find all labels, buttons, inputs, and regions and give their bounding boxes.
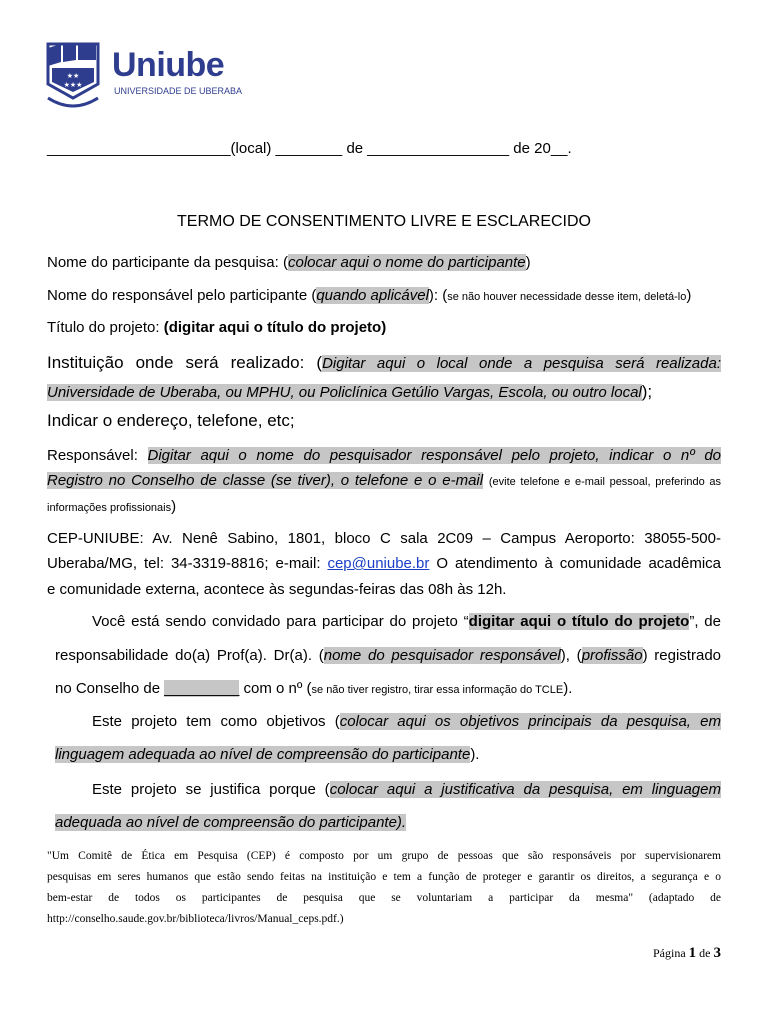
invite-prof: profissão (581, 647, 643, 664)
objectives-end: ). (470, 746, 480, 763)
project-title-line (47, 313, 721, 343)
researcher-value-2: Registro no Conselho de classe (se tiver), o telefone e o e-mail (47, 472, 484, 489)
project-title-label: Título do projeto: (47, 319, 164, 336)
project-title-value: (digitar aqui o título do projeto) (163, 319, 387, 336)
uniube-logo (46, 42, 246, 112)
invite-b: ”, de (689, 613, 721, 630)
footnote-line-3: bem-estar de todos os participantes de pesquisa que se voluntariam a participar da mesma" (adaptado de (47, 892, 721, 904)
institution-line-1 (47, 348, 721, 379)
cep-line-2b: O atendimento à comunidade acadêmica (429, 555, 721, 572)
svg-text:★★★: ★★★ (63, 81, 83, 89)
logo-brand: Uniube (112, 46, 225, 84)
invite-title: digitar aqui o título do projeto (468, 613, 690, 630)
invite-e: ) registrado (642, 647, 721, 664)
researcher-end: ) (171, 498, 177, 515)
responsible-note: se não houver necessidade desse item, deletá-lo (447, 291, 687, 303)
document-title: TERMO DE CONSENTIMENTO LIVRE E ESCLARECIDO (177, 213, 591, 230)
institution-value-1: Digitar aqui o local onde a pesquisa será realizada: (322, 355, 721, 372)
justification-line-1 (92, 775, 721, 805)
invite-a: Você está sendo convidado para participar do projeto “ (92, 613, 469, 630)
page-label: Página (653, 946, 689, 960)
researcher-line-3 (47, 492, 721, 523)
invite-name: nome do pesquisador responsável (323, 647, 561, 664)
researcher-label: Responsável: (47, 447, 148, 464)
invite-d: ), ( (560, 647, 582, 664)
footnote-line-2: pesquisas em seres humanos que estão sendo feitas na instituição e tem a função de proteger e garantir os direitos, a segurança e o (47, 871, 721, 883)
cep-line-1: CEP-UNIUBE: Av. Nenê Sabino, 1801, bloco C sala 2C09 – Campus Aeroporto: 38055-500- (47, 530, 721, 547)
invite-c: responsabilidade do(a) Prof(a). Dr(a). ( (55, 647, 324, 664)
footnote-line-1: "Um Comitê de Ética em Pesquisa (CEP) é composto por um grupo de pessoas que são responsáveis por supervisionarem (47, 850, 721, 862)
researcher-note-1: (evite telefone e e-mail pessoal, preferindo as (488, 476, 721, 488)
invite-line-1 (92, 607, 721, 637)
objectives-line-1 (92, 707, 721, 737)
objectives-v1: colocar aqui os objetivos principais da pesquisa, em (339, 713, 721, 730)
institution-label: Instituição onde será realizado: ( (47, 353, 323, 372)
invite-line-2 (55, 641, 721, 671)
invite-g: com o nº ( (239, 680, 312, 697)
researcher-value-1: Digitar aqui o nome do pesquisador responsável pelo projeto, indicar o nº do (147, 447, 722, 464)
objectives-line-2 (55, 740, 721, 770)
justification-a: Este projeto se justifica porque ( (92, 781, 330, 798)
institution-line-2 (47, 377, 721, 408)
objectives-a: Este projeto tem como objetivos ( (92, 713, 340, 730)
page-of: de (696, 946, 714, 960)
page-number (47, 938, 721, 968)
shield-logo-icon (46, 42, 102, 110)
institution-end: ); (641, 382, 653, 401)
responsible-label: Nome do responsável pelo participante ( (47, 287, 317, 304)
invite-note: se não tiver registro, tirar essa informação do TCLE (311, 684, 564, 696)
justification-v2: adequada ao nível de compreensão do participante). (55, 814, 407, 831)
cep-line-3: e comunidade externa, acontece às segundas-feiras das 08h às 12h. (47, 581, 507, 598)
institution-value-2: Universidade de Uberaba, ou MPHU, ou Policlínica Getúlio Vargas, Escola, ou outro local (47, 384, 642, 401)
logo-subtitle: UNIVERSIDADE DE UBERABA (114, 86, 243, 96)
participant-label: Nome do participante da pesquisa: ( (47, 254, 288, 271)
svg-text:★★: ★★ (66, 72, 80, 80)
justification-line-2 (55, 808, 721, 838)
cep-email-link[interactable]: cep@uniube.br (327, 555, 430, 572)
invite-line-3 (55, 674, 721, 705)
invite-blank: _________ (164, 680, 240, 697)
responsible-end: ) (686, 287, 692, 304)
responsible-value: quando aplicável (316, 287, 429, 304)
researcher-note-2: informações profissionais (47, 502, 172, 514)
invite-f: no Conselho de (55, 680, 165, 697)
participant-value: colocar aqui o nome do participante (287, 254, 526, 271)
responsible-line (47, 281, 721, 312)
institution-line-3: Indicar o endereço, telefone, etc; (47, 411, 295, 430)
page-current: 1 (688, 945, 697, 961)
page-total: 3 (713, 945, 721, 961)
invite-h: ). (563, 680, 573, 697)
objectives-v2: linguagem adequada ao nível de compreensão do participante (55, 746, 471, 763)
responsible-mid: ): ( (428, 287, 448, 304)
participant-end: ) (525, 254, 531, 271)
footnote-line-4: http://conselho.saude.gov.br/biblioteca/livros/Manual_ceps.pdf.) (47, 913, 344, 925)
justification-v1: colocar aqui a justificativa da pesquisa, em linguagem (329, 781, 721, 798)
participant-line (47, 248, 721, 278)
dateline: ______________________(local) ________ de _________________ de 20__. (47, 140, 572, 157)
cep-line-2a: Uberaba/MG, tel: 34-3319-8816; e-mail: (47, 555, 328, 572)
